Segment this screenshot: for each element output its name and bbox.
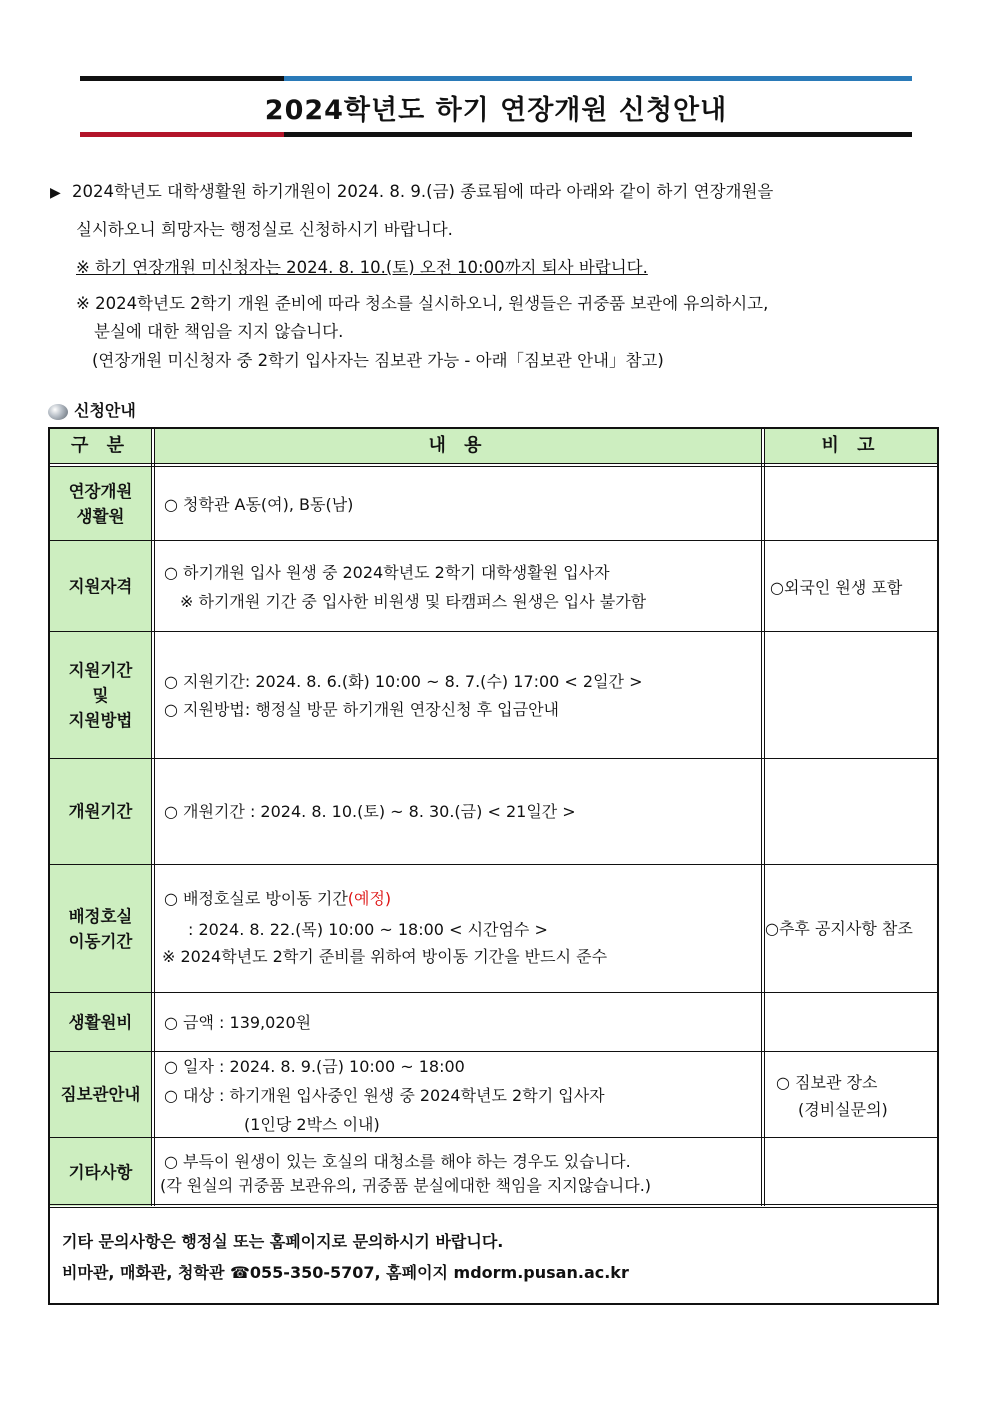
row-label-facility: 연장개원 생활원 [50, 467, 151, 540]
room-move-content-3: ※ 2024학년도 2학기 준비를 위하여 방이동 기간을 반드시 준수 [162, 947, 608, 966]
intro-note-2c: (연장개원 미신청자 중 2학기 입사자는 짐보관 가능 - 아래「짐보관 안내」참고) [92, 351, 664, 370]
room-move-content-2: : 2024. 8. 22.(목) 10:00 ~ 18:00 < 시간엄수 > [188, 920, 548, 939]
title-block [80, 76, 912, 138]
title-bottom-bar [80, 132, 912, 137]
eligibility-content-2: ※ 하기개원 기간 중 입사한 비원생 및 타캠퍼스 원생은 입사 불가함 [180, 592, 647, 611]
footer-line-1: 기타 문의사항은 행정실 또는 홈페이지로 문의하시기 바랍니다. [62, 1232, 504, 1251]
info-table [48, 427, 939, 1305]
room-move-content-1-text: ○ 배정호실로 방이동 기간 [164, 889, 348, 908]
room-move-remarks: ○추후 공지사항 참조 [765, 919, 913, 938]
header-category: 구 분 [50, 429, 151, 463]
storage-remarks-1: ○ 짐보관 장소 [776, 1073, 878, 1092]
storage-content-1: ○ 일자 : 2024. 8. 9.(금) 10:00 ~ 18:00 [164, 1057, 465, 1076]
page-title: 2024학년도 하기 연장개원 신청안내 [264, 95, 728, 126]
row-label-other: 기타사항 [50, 1138, 151, 1206]
storage-content-3: (1인당 2박스 이내) [244, 1115, 380, 1134]
section-title: 신청안내 [74, 401, 136, 420]
row-label-application: 지원기간 및 지원방법 [50, 632, 151, 758]
application-content-2: ○ 지원방법: 행정실 방문 하기개원 연장신청 후 입금안내 [164, 700, 559, 719]
eligibility-remarks: ○외국인 원생 포함 [770, 578, 903, 597]
other-content-2: (각 원실의 귀중품 보관유의, 귀중품 분실에대한 책임을 지지않습니다.) [160, 1176, 652, 1195]
row-label-fee: 생활원비 [50, 993, 151, 1051]
row-label-storage: 짐보관안내 [50, 1052, 151, 1137]
room-move-content-1 [164, 886, 391, 909]
footer-line-2: 비마관, 매화관, 청학관 ☎055-350-5707, 홈페이지 mdorm.pusan.ac.kr [62, 1263, 629, 1282]
arrow-icon: ▶ [50, 185, 61, 201]
storage-content-2: ○ 대상 : 하기개원 입사중인 원생 중 2024학년도 2학기 입사자 [164, 1086, 605, 1105]
storage-remarks-2: (경비실문의) [798, 1100, 888, 1119]
section-heading [48, 398, 136, 421]
intro-line-1: 2024학년도 대학생활원 하기개원이 2024. 8. 9.(금) 종료됨에 따라 아래와 같이 하기 연장개원을 [72, 182, 774, 201]
title-top-bar [80, 76, 912, 81]
eligibility-content-1: ○ 하기개원 입사 원생 중 2024학년도 2학기 대학생활원 입사자 [164, 563, 610, 582]
row-label-room-move: 배정호실 이동기간 [50, 865, 151, 992]
intro-note-2a: ※ 2024학년도 2학기 개원 준비에 따라 청소를 실시하오니, 원생들은 귀중품 보관에 유의하시고, [76, 294, 769, 313]
row-label-period: 개원기간 [50, 759, 151, 864]
header-remarks: 비 고 [765, 429, 937, 463]
bullet-sphere-icon [48, 404, 68, 420]
intro-note-2b: 분실에 대한 책임을 지지 않습니다. [94, 322, 344, 341]
application-content-1: ○ 지원기간: 2024. 8. 6.(화) 10:00 ~ 8. 7.(수) 17:00 < 2일간 > [164, 672, 643, 691]
intro-note-1: ※ 하기 연장개원 미신청자는 2024. 8. 10.(토) 오전 10:00까지 퇴사 바랍니다. [76, 258, 648, 277]
fee-content: ○ 금액 : 139,020원 [164, 1013, 312, 1032]
other-content-1: ○ 부득이 원생이 있는 호실의 대청소를 해야 하는 경우도 있습니다. [164, 1152, 631, 1171]
period-content: ○ 개원기간 : 2024. 8. 10.(토) ~ 8. 30.(금) < 21일간 > [164, 802, 576, 821]
intro-line-2: 실시하오니 희망자는 행정실로 신청하시기 바랍니다. [76, 220, 453, 239]
header-content: 내 용 [155, 429, 761, 463]
facility-content: ○ 청학관 A동(여), B동(남) [164, 495, 354, 514]
row-label-eligibility: 지원자격 [50, 541, 151, 631]
room-move-tentative: (예정) [347, 889, 392, 908]
